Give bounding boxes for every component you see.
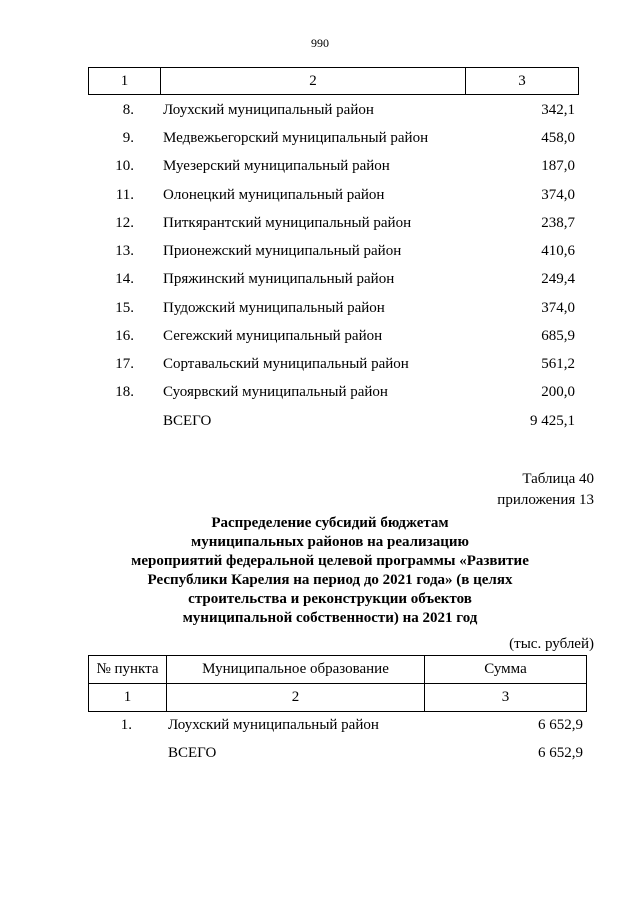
municipality-name: Пудожский муниципальный район bbox=[163, 300, 385, 316]
row-value: 342,1 bbox=[541, 102, 575, 118]
total-label: ВСЕГО bbox=[163, 413, 212, 429]
table-row bbox=[0, 381, 640, 403]
table1-header-col1: 1 bbox=[89, 68, 161, 95]
row-value: 374,0 bbox=[541, 187, 575, 203]
table2-header-num3: 3 bbox=[425, 684, 587, 712]
municipality-name: Питкярантский муниципальный район bbox=[163, 215, 412, 231]
municipality-name: Сортавальский муниципальный район bbox=[163, 356, 409, 372]
table1-header-col2: 2 bbox=[161, 68, 466, 95]
table1-header-col3: 3 bbox=[466, 68, 579, 95]
total-label: ВСЕГО bbox=[168, 745, 217, 761]
table-row bbox=[0, 268, 640, 290]
table2-header-col1: № пункта bbox=[89, 656, 167, 684]
row-number: 17. bbox=[115, 356, 134, 372]
page-number: 990 bbox=[311, 36, 329, 50]
table2-header-num1: 1 bbox=[89, 684, 167, 712]
table-row bbox=[0, 714, 640, 736]
table2-header bbox=[88, 655, 587, 712]
row-value: 249,4 bbox=[541, 271, 575, 287]
row-number: 1. bbox=[120, 717, 132, 733]
table-total-row bbox=[0, 410, 640, 432]
row-number: 8. bbox=[122, 102, 134, 118]
table-title-line: строительства и реконструкции объектов bbox=[188, 591, 472, 607]
row-value: 458,0 bbox=[541, 130, 575, 146]
row-value: 200,0 bbox=[541, 384, 575, 400]
total-value: 9 425,1 bbox=[530, 413, 575, 429]
row-number: 9. bbox=[122, 130, 134, 146]
table2-header-col3: Сумма bbox=[425, 656, 587, 684]
table-total-row bbox=[0, 742, 640, 764]
table-row bbox=[0, 155, 640, 177]
row-number: 13. bbox=[115, 243, 134, 259]
table-row bbox=[0, 325, 640, 347]
table-row bbox=[0, 240, 640, 262]
municipality-name: Суоярвский муниципальный район bbox=[163, 384, 388, 400]
municipality-name: Лоухский муниципальный район bbox=[168, 717, 379, 733]
municipality-name: Медвежьегорский муниципальный район bbox=[163, 130, 429, 146]
table-caption-appendix: приложения 13 bbox=[497, 492, 594, 508]
row-value: 685,9 bbox=[541, 328, 575, 344]
table-row bbox=[0, 99, 640, 121]
table2-header-col2: Муниципальное образование bbox=[167, 656, 425, 684]
municipality-name: Прионежский муниципальный район bbox=[163, 243, 402, 259]
table-title-line: муниципальной собственности) на 2021 год bbox=[182, 610, 478, 626]
municipality-name: Муезерский муниципальный район bbox=[163, 158, 390, 174]
row-value: 187,0 bbox=[541, 158, 575, 174]
municipality-name: Сегежский муниципальный район bbox=[163, 328, 383, 344]
municipality-name: Лоухский муниципальный район bbox=[163, 102, 374, 118]
table-title-line: Республики Карелия на период до 2021 года» (в целях bbox=[147, 572, 513, 588]
row-number: 11. bbox=[115, 187, 134, 203]
row-value: 6 652,9 bbox=[538, 717, 583, 733]
table1-header bbox=[88, 67, 579, 95]
row-value: 238,7 bbox=[541, 215, 575, 231]
table-title-line: Распределение субсидий бюджетам bbox=[211, 515, 449, 531]
row-number: 10. bbox=[115, 158, 134, 174]
table-title-line: муниципальных районов на реализацию bbox=[191, 534, 469, 550]
table-row bbox=[0, 184, 640, 206]
row-value: 561,2 bbox=[541, 356, 575, 372]
table2-header-num2: 2 bbox=[167, 684, 425, 712]
row-number: 12. bbox=[115, 215, 134, 231]
row-number: 15. bbox=[115, 300, 134, 316]
row-number: 16. bbox=[115, 328, 134, 344]
row-number: 18. bbox=[115, 384, 134, 400]
table-title bbox=[120, 514, 540, 628]
table-title-line: мероприятий федеральной целевой программы «Развитие bbox=[131, 553, 529, 569]
units-note: (тыс. рублей) bbox=[509, 636, 594, 652]
row-number: 14. bbox=[115, 271, 134, 287]
row-value: 374,0 bbox=[541, 300, 575, 316]
table-row bbox=[0, 353, 640, 375]
municipality-name: Пряжинский муниципальный район bbox=[163, 271, 395, 287]
table-row bbox=[0, 297, 640, 319]
table-caption-number: Таблица 40 bbox=[522, 471, 594, 487]
row-value: 410,6 bbox=[541, 243, 575, 259]
municipality-name: Олонецкий муниципальный район bbox=[163, 187, 385, 203]
total-value: 6 652,9 bbox=[538, 745, 583, 761]
table-row bbox=[0, 212, 640, 234]
table-row bbox=[0, 127, 640, 149]
